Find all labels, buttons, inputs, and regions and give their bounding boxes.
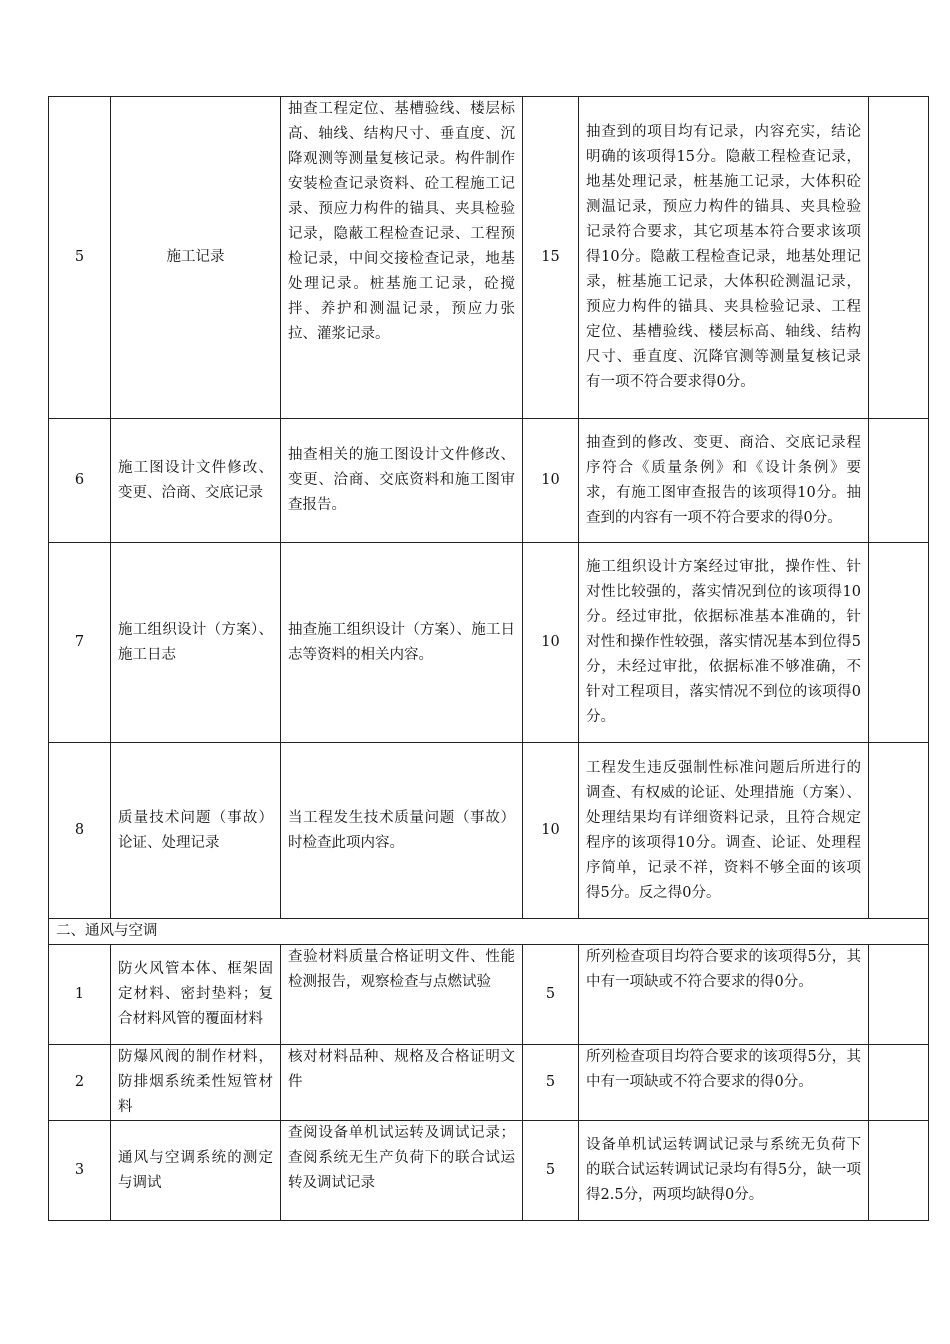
scoring-criteria: 设备单机试运转调试记录与系统无负荷下的联合试运转调试记录均有得5分，缺一项得2.5分，两项均缺得0分。 bbox=[579, 1121, 869, 1221]
score: 5 bbox=[523, 1121, 579, 1221]
check-item: 防火风管本体、框架固定材料、密封垫料；复合材料风管的覆面材料 bbox=[111, 945, 281, 1045]
remark-cell bbox=[869, 419, 929, 543]
check-item: 施工记录 bbox=[111, 97, 281, 419]
remark-cell bbox=[869, 1121, 929, 1221]
table-row bbox=[49, 97, 929, 419]
row-number: 5 bbox=[49, 97, 111, 419]
score: 5 bbox=[523, 945, 579, 1045]
scoring-criteria: 抽查到的修改、变更、商洽、交底记录程序符合《质量条例》和《设计条例》要求，有施工图审查报告的该项得10分。抽查到的内容有一项不符合要求的得0分。 bbox=[579, 419, 869, 543]
check-method: 查阅设备单机试运转及调试记录；查阅系统无生产负荷下的联合试运转及调试记录 bbox=[281, 1121, 523, 1221]
scoring-criteria: 施工组织设计方案经过审批，操作性、针对性比较强的，落实情况到位的该项得10分。经过审批，依据标准基本准确的，针对性和操作性较强，落实情况基本到位得5分，未经过审批，依据标准不够准确，不针对工程项目，落实情况不到位的该项得0分。 bbox=[579, 543, 869, 743]
check-method: 抽查相关的施工图设计文件修改、变更、洽商、交底资料和施工图审查报告。 bbox=[281, 419, 523, 543]
table-row bbox=[49, 1045, 929, 1121]
check-method: 查验材料质量合格证明文件、性能检测报告，观察检查与点燃试验 bbox=[281, 945, 523, 1045]
remark-cell bbox=[869, 945, 929, 1045]
score: 10 bbox=[523, 543, 579, 743]
check-item: 防爆风阀的制作材料，防排烟系统柔性短管材料 bbox=[111, 1045, 281, 1121]
table-row bbox=[49, 543, 929, 743]
scoring-criteria: 所列检查项目均符合要求的该项得5分，其中有一项缺或不符合要求的得0分。 bbox=[579, 1045, 869, 1121]
remark-cell bbox=[869, 543, 929, 743]
table-row bbox=[49, 1121, 929, 1221]
row-number: 7 bbox=[49, 543, 111, 743]
score: 5 bbox=[523, 1045, 579, 1121]
score: 10 bbox=[523, 419, 579, 543]
row-number: 6 bbox=[49, 419, 111, 543]
section-title: 二、通风与空调 bbox=[49, 919, 929, 945]
check-item: 通风与空调系统的测定与调试 bbox=[111, 1121, 281, 1221]
table-row bbox=[49, 419, 929, 543]
remark-cell bbox=[869, 743, 929, 919]
row-number: 3 bbox=[49, 1121, 111, 1221]
remark-cell bbox=[869, 1045, 929, 1121]
check-method: 核对材料品种、规格及合格证明文件 bbox=[281, 1045, 523, 1121]
section-header-row bbox=[49, 919, 929, 945]
score: 15 bbox=[523, 97, 579, 419]
table-row bbox=[49, 945, 929, 1045]
row-number: 1 bbox=[49, 945, 111, 1045]
check-method: 抽查施工组织设计（方案）、施工日志等资料的相关内容。 bbox=[281, 543, 523, 743]
remark-cell bbox=[869, 97, 929, 419]
check-item: 施工组织设计（方案）、施工日志 bbox=[111, 543, 281, 743]
table-row bbox=[49, 743, 929, 919]
row-number: 2 bbox=[49, 1045, 111, 1121]
scoring-criteria: 抽查到的项目均有记录，内容充实，结论明确的该项得15分。隐蔽工程检查记录，地基处理记录，桩基施工记录，大体积砼测温记录，预应力构件的锚具、夹具检验记录符合要求，其它项基本符合要求该项得10分。隐蔽工程检查记录，地基处理记录，桩基施工记录，大体积砼测温记录，预应力构件的锚具、夹具检验记录、工程定位、基槽验线、楼层标高、轴线、结构尺寸、垂直度、沉降官测等测量复核记录有一项不符合要求得0分。 bbox=[579, 97, 869, 419]
row-number: 8 bbox=[49, 743, 111, 919]
score: 10 bbox=[523, 743, 579, 919]
inspection-table bbox=[48, 96, 929, 1221]
check-item: 质量技术问题（事故）论证、处理记录 bbox=[111, 743, 281, 919]
check-method: 抽查工程定位、基槽验线、楼层标高、轴线、结构尺寸、垂直度、沉降观测等测量复核记录。构件制作安装检查记录资料、砼工程施工记录、预应力构件的锚具、夹具检验记录，隐蔽工程检查记录、工程预检记录，中间交接检查记录，地基处理记录。桩基施工记录，砼搅拌、养护和测温记录，预应力张拉、灌浆记录。 bbox=[281, 97, 523, 419]
check-method: 当工程发生技术质量问题（事故）时检查此项内容。 bbox=[281, 743, 523, 919]
scoring-criteria: 所列检查项目均符合要求的该项得5分，其中有一项缺或不符合要求的得0分。 bbox=[579, 945, 869, 1045]
check-item: 施工图设计文件修改、变更、洽商、交底记录 bbox=[111, 419, 281, 543]
scoring-criteria: 工程发生违反强制性标准问题后所进行的调查、有权威的论证、处理措施（方案）、处理结果均有详细资料记录，且符合规定程序的该项得10分。调查、论证、处理程序简单，记录不祥，资料不够全面的该项得5分。反之得0分。 bbox=[579, 743, 869, 919]
